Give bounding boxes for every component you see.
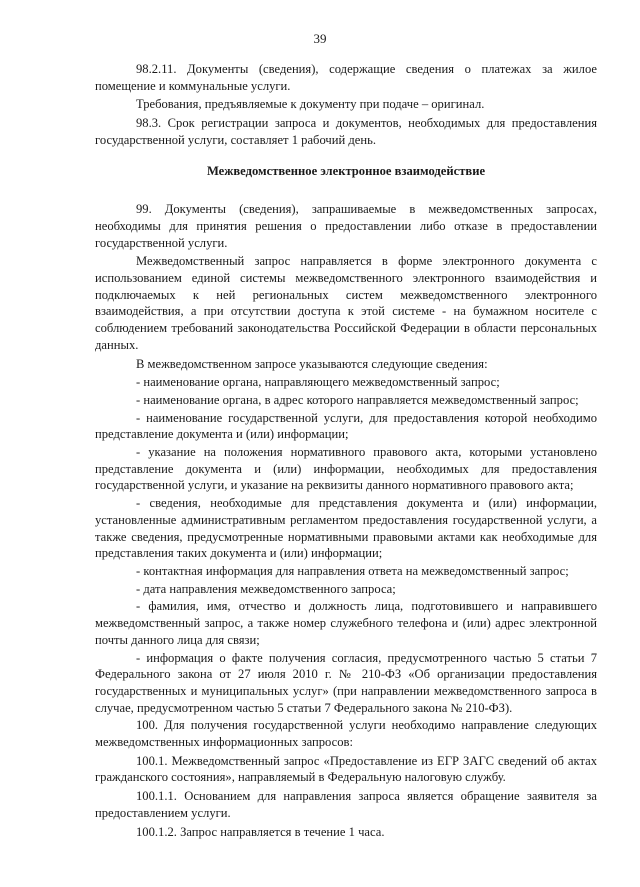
- list-item: - дата направления межведомственного запроса;: [136, 581, 396, 596]
- paragraph: 98.2.11. Документы (сведения), содержащие сведения о платежах за жилое помещение и коммунальные услуги.: [95, 62, 597, 93]
- list-item: - наименование государственной услуги, для предоставления которой необходимо представление документа и (или) информации;: [95, 410, 597, 442]
- list-item: - сведения, необходимые для представления документа и (или) информации, установленные административным регламентом предоставления государственной услуги, а также сведения, предусмотренные нормативными правовыми актами как необходимые для представления таких документа и (или) информации;: [95, 496, 597, 561]
- document-body: [95, 61, 597, 842]
- page-number: 39: [313, 31, 327, 46]
- paragraph: 100.1.2. Запрос направляется в течение 1 часа.: [136, 824, 385, 839]
- paragraph: 100.1. Межведомственный запрос «Предоставление из ЕГР ЗАГС сведений об актах гражданского состояния», направляемый в Федеральную налоговую службу.: [95, 753, 597, 785]
- paragraph: 99. Документы (сведения), запрашиваемые в межведомственных запросах, необходимы для принятия решения о предоставлении либо отказе в предоставлении государственной услуги.: [95, 202, 597, 250]
- list-item: - фамилия, имя, отчество и должность лица, подготовившего и направившего межведомственный запрос, а также номер служебного телефона и (или) адрес электронной почты данного лица для связи;: [95, 599, 597, 647]
- paragraph: Требования, предъявляемые к документу при подаче – оригинал.: [136, 97, 485, 112]
- list-item: - указание на положения нормативного правового акта, которыми установлено представление документа и (или) информации, необходимых для предоставления государственной услуги, и указание на реквизиты данного нормативного правового акта;: [95, 445, 597, 493]
- paragraph: 100.1.1. Основанием для направления запроса является обращение заявителя за предоставлением услуги.: [95, 789, 597, 820]
- paragraph: Межведомственный запрос направляется в форме электронного документа с использованием единой системы межведомственного электронного взаимодействия и подключаемых к ней региональных систем межведомственного электронного взаимодействия, а при отсутствии доступа к этой системе - на бумажном носителе с соблюдением требований законодательства Российской Федерации в области персональных данных.: [95, 254, 597, 352]
- list-item: - наименование органа, в адрес которого направляется межведомственный запрос;: [136, 392, 579, 407]
- list-item: - контактная информация для направления ответа на межведомственный запрос;: [136, 563, 569, 578]
- paragraph: В межведомственном запросе указываются следующие сведения:: [136, 356, 488, 371]
- paragraph: 98.3. Срок регистрации запроса и документов, необходимых для предоставления государственной услуги, составляет 1 рабочий день.: [95, 116, 597, 147]
- section-heading: Межведомственное электронное взаимодействие: [206, 163, 486, 178]
- list-item: - наименование органа, направляющего межведомственный запрос;: [136, 375, 500, 390]
- paragraph: 100. Для получения государственной услуги необходимо направление следующих межведомственных информационных запросов:: [95, 718, 597, 750]
- list-item: - информация о факте получения согласия, предусмотренного частью 5 статьи 7 Федерального закона от 27 июля 2010 г. № 210-ФЗ «Об организации предоставления государственных и муниципальных услуг» (при направлении межведомственного запроса в случае, предусмотренном частью 5 статьи 7 Федерального закона № 210-ФЗ).: [95, 650, 597, 715]
